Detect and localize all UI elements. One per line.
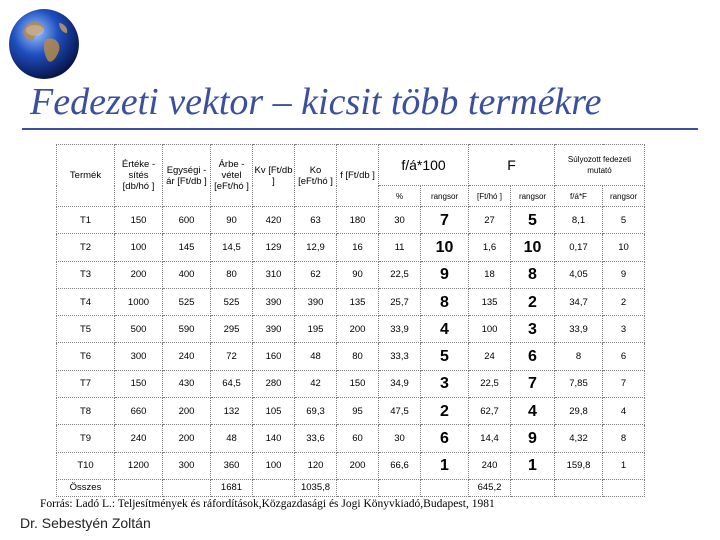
cell: 420 bbox=[253, 207, 295, 234]
rank-cell: 2 bbox=[421, 398, 469, 425]
cell: 360 bbox=[211, 452, 253, 479]
cell: 34,9 bbox=[379, 370, 421, 397]
cell: 200 bbox=[115, 261, 163, 288]
cell: 16 bbox=[337, 234, 379, 261]
cell: 400 bbox=[163, 261, 211, 288]
rank-cell: 4 bbox=[511, 398, 555, 425]
subheader-rangsor-2: rangsor bbox=[511, 186, 555, 207]
cell: 132 bbox=[211, 398, 253, 425]
author-name: Dr. Sebestyén Zoltán bbox=[20, 515, 151, 531]
cell: 135 bbox=[469, 288, 511, 315]
cell: 6 bbox=[603, 343, 645, 370]
cell: 2 bbox=[603, 288, 645, 315]
cell: 1000 bbox=[115, 288, 163, 315]
cell: 90 bbox=[211, 207, 253, 234]
cell: 140 bbox=[253, 425, 295, 452]
cell: 69,3 bbox=[295, 398, 337, 425]
cell: 14,4 bbox=[469, 425, 511, 452]
cell: 105 bbox=[253, 398, 295, 425]
cell: 90 bbox=[337, 261, 379, 288]
cell: 33,9 bbox=[555, 316, 603, 343]
cell: 80 bbox=[211, 261, 253, 288]
globe-icon bbox=[6, 6, 82, 82]
subheader-ftho: [Ft/hó ] bbox=[469, 186, 511, 207]
cell: 240 bbox=[115, 425, 163, 452]
cell bbox=[421, 479, 469, 496]
cell: 34,7 bbox=[555, 288, 603, 315]
cell: 7,85 bbox=[555, 370, 603, 397]
rank-cell: 3 bbox=[511, 316, 555, 343]
rank-cell: 1 bbox=[511, 452, 555, 479]
source-citation: Forrás: Ladó L.: Teljesítmények és ráfordítások,Közgazdasági és Jogi Könyvkiadó,Budapest, 1981 bbox=[40, 498, 495, 510]
cell: 200 bbox=[163, 425, 211, 452]
total-ko: 1035,8 bbox=[295, 479, 337, 496]
rank-cell: 5 bbox=[421, 343, 469, 370]
rank-cell: 6 bbox=[421, 425, 469, 452]
cell: 33,6 bbox=[295, 425, 337, 452]
cell: 120 bbox=[295, 452, 337, 479]
rank-cell: 1 bbox=[421, 452, 469, 479]
rank-cell: 7 bbox=[511, 370, 555, 397]
cell bbox=[603, 479, 645, 496]
product-name: T2 bbox=[57, 234, 115, 261]
cell: 390 bbox=[253, 316, 295, 343]
cell: 390 bbox=[253, 288, 295, 315]
cell: 12,9 bbox=[295, 234, 337, 261]
table-row bbox=[57, 370, 645, 397]
cell: 18 bbox=[469, 261, 511, 288]
cell: 129 bbox=[253, 234, 295, 261]
cell: 62 bbox=[295, 261, 337, 288]
table-row bbox=[57, 452, 645, 479]
cell: 33,9 bbox=[379, 316, 421, 343]
table-row bbox=[57, 343, 645, 370]
subheader-rangsor-1: rangsor bbox=[421, 186, 469, 207]
cell: 30 bbox=[379, 207, 421, 234]
cell: 1200 bbox=[115, 452, 163, 479]
cell: 150 bbox=[337, 370, 379, 397]
table-row bbox=[57, 425, 645, 452]
cell: 145 bbox=[163, 234, 211, 261]
product-name: T7 bbox=[57, 370, 115, 397]
cell: 525 bbox=[163, 288, 211, 315]
cell: 180 bbox=[337, 207, 379, 234]
product-name: T3 bbox=[57, 261, 115, 288]
cell: 48 bbox=[295, 343, 337, 370]
cell: 80 bbox=[337, 343, 379, 370]
cell: 8 bbox=[555, 343, 603, 370]
cell: 62,7 bbox=[469, 398, 511, 425]
cell: 200 bbox=[163, 398, 211, 425]
cell: 300 bbox=[115, 343, 163, 370]
table-row bbox=[57, 234, 645, 261]
header-F: F bbox=[469, 145, 555, 186]
cell bbox=[163, 479, 211, 496]
cell: 430 bbox=[163, 370, 211, 397]
cell: 60 bbox=[337, 425, 379, 452]
cell bbox=[253, 479, 295, 496]
cell: 1,6 bbox=[469, 234, 511, 261]
cell: 7 bbox=[603, 370, 645, 397]
cell: 24 bbox=[469, 343, 511, 370]
cell: 30 bbox=[379, 425, 421, 452]
header-fa100: f/á*100 bbox=[379, 145, 469, 186]
rank-cell: 6 bbox=[511, 343, 555, 370]
cell: 48 bbox=[211, 425, 253, 452]
total-label: Összes bbox=[57, 479, 115, 496]
cell: 150 bbox=[115, 207, 163, 234]
cell: 42 bbox=[295, 370, 337, 397]
header-sulyozott: Súlyozott fedezeti mutató bbox=[555, 145, 645, 186]
cell: 240 bbox=[469, 452, 511, 479]
cell: 5 bbox=[603, 207, 645, 234]
cell: 100 bbox=[469, 316, 511, 343]
cell: 8,1 bbox=[555, 207, 603, 234]
rank-cell: 9 bbox=[511, 425, 555, 452]
cell: 525 bbox=[211, 288, 253, 315]
cell: 200 bbox=[337, 316, 379, 343]
rank-cell: 9 bbox=[421, 261, 469, 288]
product-name: T5 bbox=[57, 316, 115, 343]
rank-cell: 3 bbox=[421, 370, 469, 397]
cell: 280 bbox=[253, 370, 295, 397]
cell: 9 bbox=[603, 261, 645, 288]
table-row bbox=[57, 207, 645, 234]
subheader-rangsor-3: rangsor bbox=[603, 186, 645, 207]
cell: 72 bbox=[211, 343, 253, 370]
rank-cell: 8 bbox=[511, 261, 555, 288]
cell: 600 bbox=[163, 207, 211, 234]
table-row bbox=[57, 316, 645, 343]
cell: 0,17 bbox=[555, 234, 603, 261]
cell: 22,5 bbox=[469, 370, 511, 397]
product-name: T9 bbox=[57, 425, 115, 452]
subheader-fa-F: f/á*F bbox=[555, 186, 603, 207]
product-name: T10 bbox=[57, 452, 115, 479]
cell: 3 bbox=[603, 316, 645, 343]
rank-cell: 8 bbox=[421, 288, 469, 315]
cell bbox=[337, 479, 379, 496]
rank-cell: 2 bbox=[511, 288, 555, 315]
cell: 240 bbox=[163, 343, 211, 370]
cell: 4,05 bbox=[555, 261, 603, 288]
cell: 11 bbox=[379, 234, 421, 261]
subheader-pct: % bbox=[379, 186, 421, 207]
table-row bbox=[57, 288, 645, 315]
cell: 150 bbox=[115, 370, 163, 397]
rank-cell: 7 bbox=[421, 207, 469, 234]
cell: 390 bbox=[295, 288, 337, 315]
cell: 4,32 bbox=[555, 425, 603, 452]
rank-cell: 10 bbox=[511, 234, 555, 261]
cell: 310 bbox=[253, 261, 295, 288]
header-termek: Termék bbox=[57, 145, 115, 207]
cell: 159,8 bbox=[555, 452, 603, 479]
header-kv: Kv [Ft/db ] bbox=[253, 145, 295, 207]
rank-cell: 4 bbox=[421, 316, 469, 343]
cell: 64,5 bbox=[211, 370, 253, 397]
cell: 66,6 bbox=[379, 452, 421, 479]
cell: 1 bbox=[603, 452, 645, 479]
coverage-vector-table bbox=[56, 144, 645, 497]
product-name: T4 bbox=[57, 288, 115, 315]
cell: 300 bbox=[163, 452, 211, 479]
cell: 25,7 bbox=[379, 288, 421, 315]
table-row bbox=[57, 261, 645, 288]
cell: 14,5 bbox=[211, 234, 253, 261]
cell: 500 bbox=[115, 316, 163, 343]
rank-cell: 5 bbox=[511, 207, 555, 234]
rank-cell: 10 bbox=[421, 234, 469, 261]
header-f: f [Ft/db ] bbox=[337, 145, 379, 207]
cell: 10 bbox=[603, 234, 645, 261]
header-ko: Ko [eFt/hó ] bbox=[295, 145, 337, 207]
total-F: 645,2 bbox=[469, 479, 511, 496]
cell: 63 bbox=[295, 207, 337, 234]
cell: 100 bbox=[115, 234, 163, 261]
product-name: T1 bbox=[57, 207, 115, 234]
cell bbox=[379, 479, 421, 496]
cell: 8 bbox=[603, 425, 645, 452]
cell: 29,8 bbox=[555, 398, 603, 425]
cell: 47,5 bbox=[379, 398, 421, 425]
header-egysegar: Egységi - ár [Ft/db ] bbox=[163, 145, 211, 207]
cell bbox=[115, 479, 163, 496]
total-arbevetel: 1681 bbox=[211, 479, 253, 496]
total-row bbox=[57, 479, 645, 496]
cell: 27 bbox=[469, 207, 511, 234]
title-divider bbox=[22, 128, 698, 130]
table-header-row bbox=[57, 145, 645, 186]
cell: 295 bbox=[211, 316, 253, 343]
cell: 660 bbox=[115, 398, 163, 425]
cell bbox=[511, 479, 555, 496]
cell bbox=[555, 479, 603, 496]
header-ertekesites: Értéke - sítés [db/hó ] bbox=[115, 145, 163, 207]
header-arbevetel: Árbe - vétel [eFt/hó ] bbox=[211, 145, 253, 207]
cell: 100 bbox=[253, 452, 295, 479]
product-name: T6 bbox=[57, 343, 115, 370]
cell: 200 bbox=[337, 452, 379, 479]
cell: 135 bbox=[337, 288, 379, 315]
slide-title: Fedezeti vektor – kicsit több termékre bbox=[30, 81, 602, 123]
cell: 95 bbox=[337, 398, 379, 425]
cell: 195 bbox=[295, 316, 337, 343]
cell: 590 bbox=[163, 316, 211, 343]
product-name: T8 bbox=[57, 398, 115, 425]
cell: 33,3 bbox=[379, 343, 421, 370]
table-row bbox=[57, 398, 645, 425]
cell: 4 bbox=[603, 398, 645, 425]
cell: 22,5 bbox=[379, 261, 421, 288]
cell: 160 bbox=[253, 343, 295, 370]
